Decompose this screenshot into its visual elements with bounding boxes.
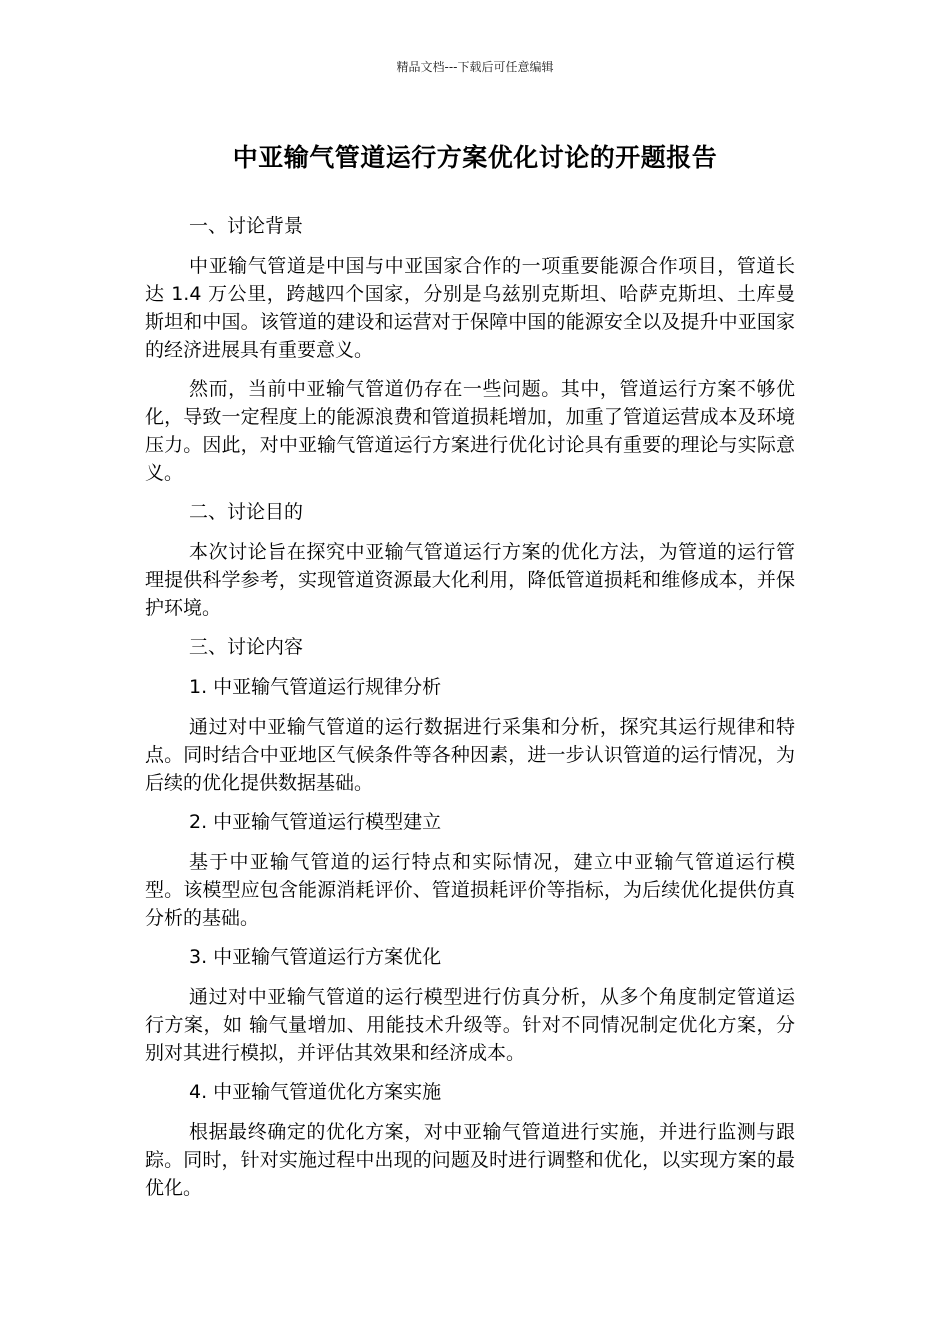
document-body — [145, 212, 795, 1213]
section-heading-purpose: 二、讨论目的 — [189, 501, 304, 523]
page-header: 精品文档---下载后可任意编辑 — [396, 60, 554, 74]
document-title: 中亚输气管道运行方案优化讨论的开题报告 — [232, 143, 718, 172]
subsection-heading: 3. 中亚输气管道运行方案优化 — [189, 946, 442, 968]
section-heading-content: 三、讨论内容 — [189, 636, 304, 658]
paragraph: 然而，当前中亚输气管道仍存在一些问题。其中，管道运行方案不够优化，导致一定程度上的能源浪费和管道损耗增加，加重了管道运营成本及环境压力。因此，对中亚输气管道运行方案进行优化讨论具有重要的理论与实际意义。 — [145, 378, 795, 484]
section-heading-background: 一、讨论背景 — [189, 215, 304, 237]
paragraph: 本次讨论旨在探究中亚输气管道运行方案的优化方法，为管道的运行管理提供科学参考，实现管道资源最大化利用，降低管道损耗和维修成本，并保护环境。 — [145, 541, 795, 619]
subsection-heading: 2. 中亚输气管道运行模型建立 — [189, 811, 442, 833]
paragraph: 中亚输气管道是中国与中亚国家合作的一项重要能源合作项目，管道长达 1.4 万公里，跨越四个国家，分别是乌兹别克斯坦、哈萨克斯坦、土库曼斯坦和中国。该管道的建设和运营对于保障中国的能源安全以及提升中亚国家的经济进展具有重要意义。 — [145, 255, 795, 361]
subsection-heading: 4. 中亚输气管道优化方案实施 — [189, 1081, 442, 1103]
paragraph: 通过对中亚输气管道的运行数据进行采集和分析，探究其运行规律和特点。同时结合中亚地区气候条件等各种因素，进一步认识管道的运行情况，为后续的优化提供数据基础。 — [145, 716, 795, 794]
paragraph: 根据最终确定的优化方案，对中亚输气管道进行实施，并进行监测与跟踪。同时，针对实施过程中出现的问题及时进行调整和优化，以实现方案的最优化。 — [145, 1121, 795, 1199]
paragraph: 基于中亚输气管道的运行特点和实际情况，建立中亚输气管道运行模型。该模型应包含能源消耗评价、管道损耗评价等指标，为后续优化提供仿真分析的基础。 — [145, 851, 795, 929]
subsection-heading: 1. 中亚输气管道运行规律分析 — [189, 676, 442, 698]
paragraph: 通过对中亚输气管道的运行模型进行仿真分析，从多个角度制定管道运行方案，如 输气量增加、用能技术升级等。针对不同情况制定优化方案，分别对其进行模拟，并评估其效果和经济成本。 — [145, 986, 795, 1064]
